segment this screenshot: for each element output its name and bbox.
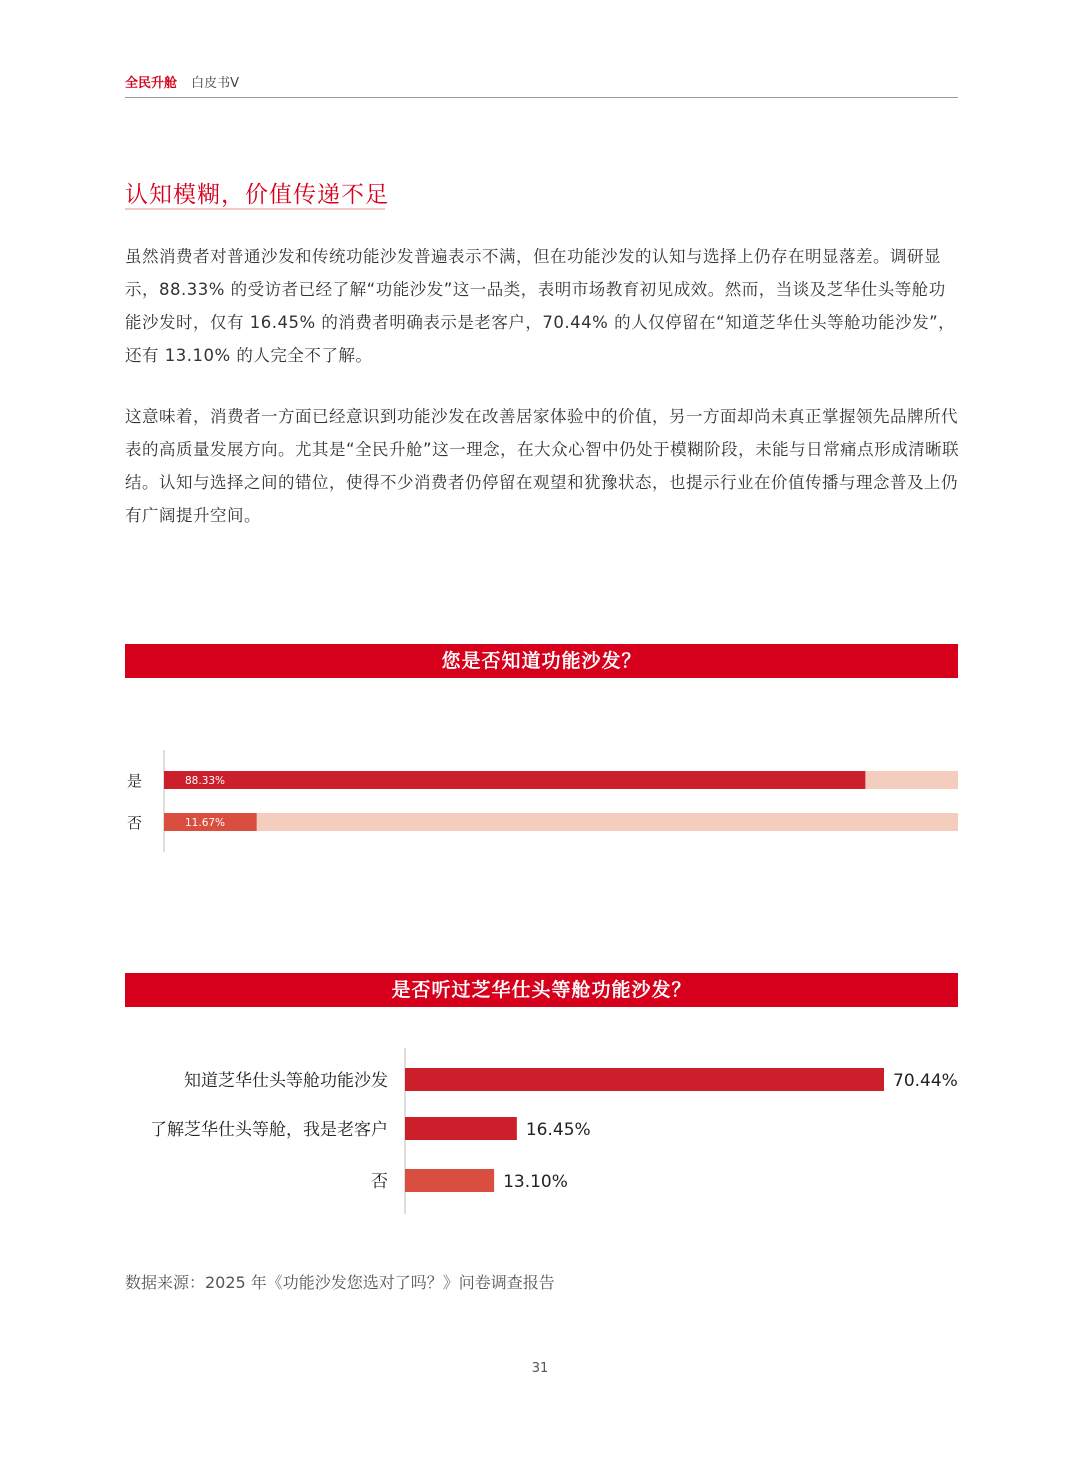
bar xyxy=(164,771,865,789)
bar xyxy=(405,1068,884,1091)
section-title: 认知模糊，价值传递不足 xyxy=(125,182,389,208)
chart-2-title: 是否听过芝华仕头等舱功能沙发？ xyxy=(125,973,958,1007)
chart-awareness xyxy=(0,740,1080,860)
header-divider xyxy=(125,97,958,98)
page-header xyxy=(125,72,239,91)
chart-1-title: 您是否知道功能沙发？ xyxy=(125,644,958,678)
data-label: 13.10% xyxy=(503,1172,568,1192)
data-label: 88.33% xyxy=(185,775,226,787)
category-label: 是 xyxy=(126,772,142,790)
chart-brand-awareness xyxy=(0,1040,1080,1220)
paragraph-1: 虽然消费者对普通沙发和传统功能沙发普遍表示不满，但在功能沙发的认知与选择上仍存在明显落差。调研显示，88.33% 的受访者已经了解“功能沙发”这一品类，表明市场教育初见成效。然而，当谈及芝华仕头等舱功能沙发时，仅有 16.45% 的消费者明确表示是老客户，70.44% 的人仅停留在“知道芝华仕头等舱功能沙发”，还有 13.10% 的人完全不了解。 xyxy=(125,247,956,365)
category-label: 否 xyxy=(371,1172,388,1192)
bar-track xyxy=(164,813,958,831)
bar xyxy=(405,1169,494,1192)
paragraph-2: 这意味着，消费者一方面已经意识到功能沙发在改善居家体验中的价值，另一方面却尚未真正掌握领先品牌所代表的高质量发展方向。尤其是“全民升舱”这一理念，在大众心智中仍处于模糊阶段，未能与日常痛点形成清晰联结。认知与选择之间的错位，使得不少消费者仍停留在观望和犹豫状态，也提示行业在价值传播与理念普及上仍有广阔提升空间。 xyxy=(125,407,960,525)
brand-name: 全民升舱 xyxy=(125,76,178,91)
category-label: 知道芝华仕头等舱功能沙发 xyxy=(184,1071,388,1091)
header-subtitle: 白皮书Ⅴ xyxy=(191,76,240,91)
data-source: 数据来源：2025 年《功能沙发您选对了吗？》问卷调查报告 xyxy=(125,1273,555,1292)
category-label: 否 xyxy=(126,814,142,832)
data-label: 16.45% xyxy=(525,1120,591,1140)
category-label: 了解芝华仕头等舱，我是老客户 xyxy=(150,1120,388,1140)
title-underline xyxy=(125,208,385,210)
page-number: 31 xyxy=(531,1361,549,1376)
data-label: 11.67% xyxy=(185,817,226,829)
data-label: 70.44% xyxy=(893,1071,958,1091)
bar xyxy=(405,1117,517,1140)
